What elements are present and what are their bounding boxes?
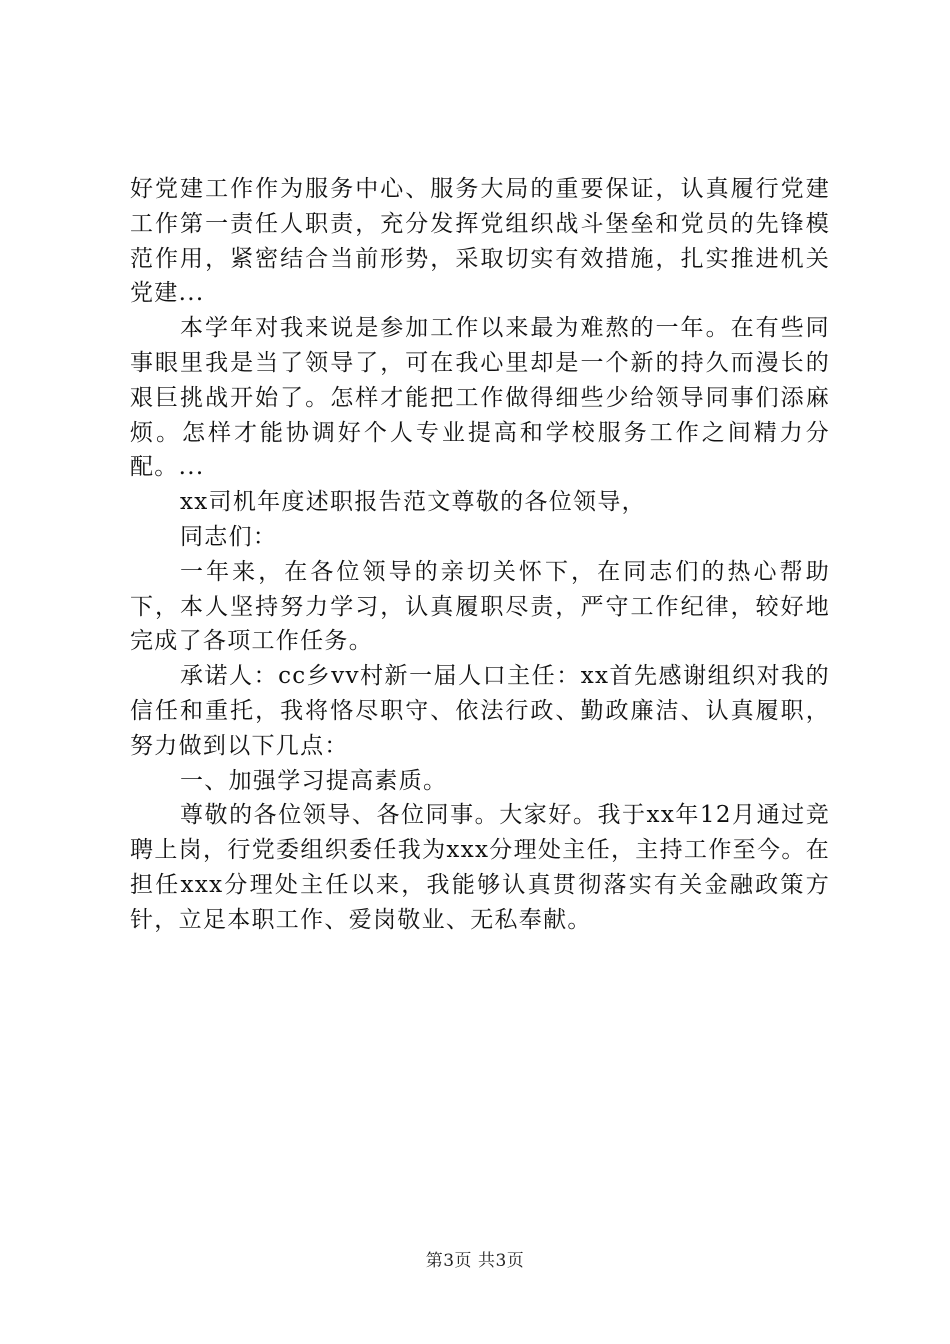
paragraph-6: 承诺人：cc乡vv村新一届人口主任：xx首先感谢组织对我的信任和重托，我将恪尽职守、依法行政、勤政廉洁、认真履职，努力做到以下几点：	[130, 663, 830, 759]
paragraph-1: 好党建工作作为服务中心、服务大局的重要保证，认真履行党建工作第一责任人职责，充分发挥党组织战斗堡垒和党员的先锋模范作用，紧密结合当前形势，采取切实有效措施，扎实推进机关党建...	[130, 176, 830, 307]
paragraph-2: 本学年对我来说是参加工作以来最为难熬的一年。在有些同事眼里我是当了领导了，可在我心里却是一个新的持久而漫长的艰巨挑战开始了。怎样才能把工作做得细些少给领导同事们添麻烦。怎样才能协调好个人专业提高和学校服务工作之间精力分配。...	[130, 315, 830, 481]
paragraph-7: 一、加强学习提高素质。	[180, 767, 448, 794]
paragraph-3: xx司机年度述职报告范文尊敬的各位领导，	[180, 489, 646, 516]
page-footer: 第3页 共3页	[425, 1251, 525, 1271]
paragraph-4: 同志们：	[180, 523, 278, 550]
paragraph-8: 尊敬的各位领导、各位同事。大家好。我于xx年12月通过竞聘上岗，行党委组织委任我为xxx分理处主任，主持工作至今。在担任xxx分理处主任以来，我能够认真贯彻落实有关金融政策方针，立足本职工作、爱岗敬业、无私奉献。	[130, 802, 830, 933]
paragraph-5: 一年来，在各位领导的亲切关怀下，在同志们的热心帮助下，本人坚持努力学习，认真履职尽责，严守工作纪律，较好地完成了各项工作任务。	[130, 558, 830, 655]
document-body	[130, 172, 830, 938]
